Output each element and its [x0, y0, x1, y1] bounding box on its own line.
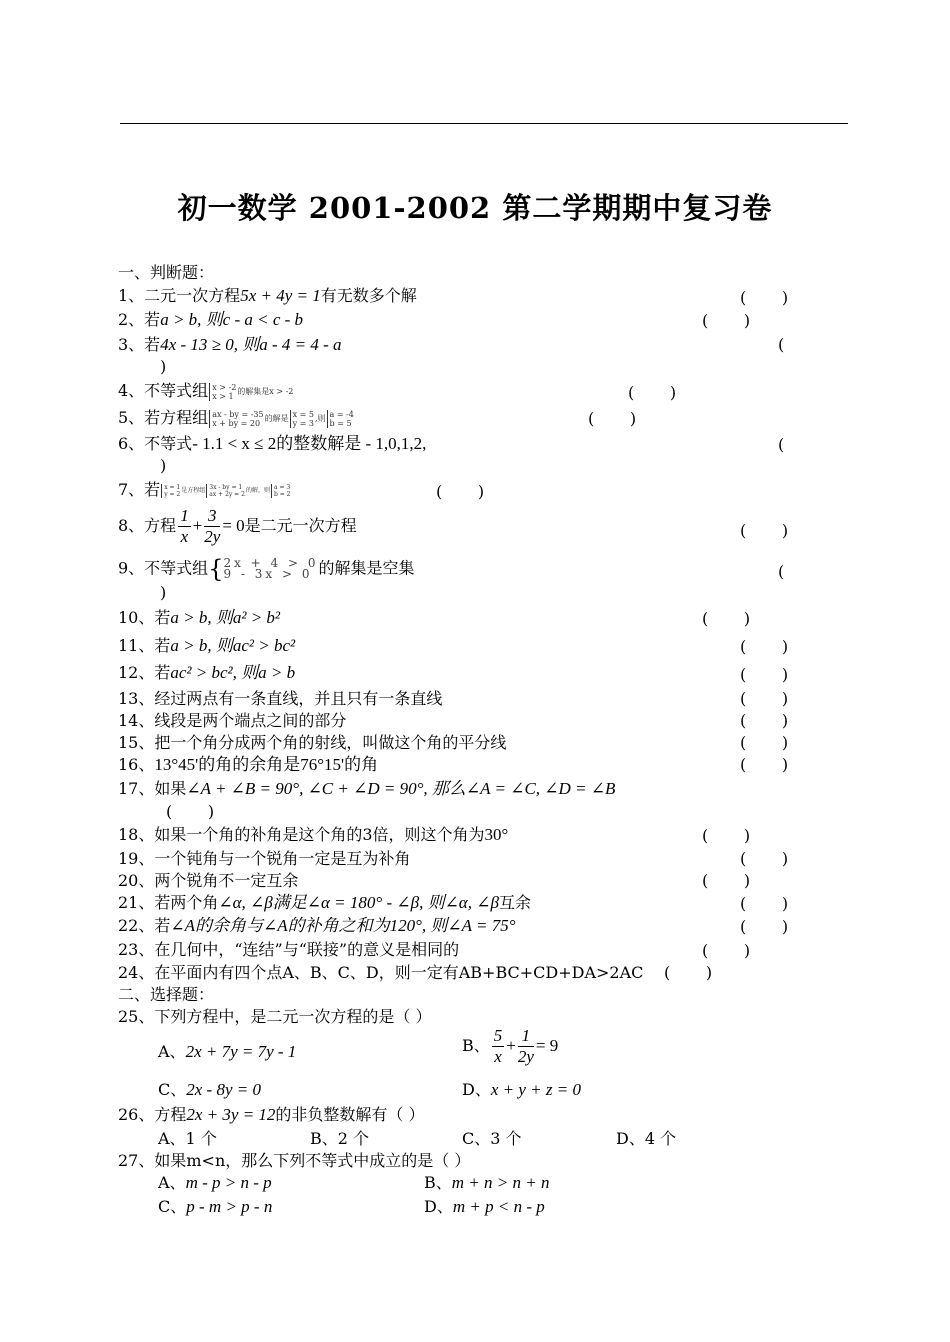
answer-paren-q6-close: ): [160, 456, 167, 475]
answer-paren-q16[interactable]: ( ): [740, 755, 789, 774]
judge-q12: 12、若ac² > bc², 则a > b: [118, 663, 296, 682]
choice-q26-option-b[interactable]: B、2 个: [310, 1129, 370, 1148]
choice-q27-option-d[interactable]: D、m + p < n - p: [424, 1197, 545, 1216]
answer-paren-q3-close: ): [160, 357, 167, 376]
choice-q27-option-c[interactable]: C、p - m > p - n: [158, 1197, 273, 1216]
judge-q3: 3、若4x - 13 ≥ 0, 则a - 4 = 4 - a: [118, 335, 342, 354]
judge-q20: 20、两个锐角不一定互余: [118, 871, 299, 890]
answer-paren-q9-open[interactable]: (: [778, 562, 785, 581]
answer-paren-q2[interactable]: ( ): [702, 311, 751, 330]
answer-paren-q4[interactable]: ( ): [628, 383, 677, 402]
answer-paren-q5[interactable]: ( ): [588, 409, 637, 428]
judge-q7: 7、若 x = 1 y = 2是方程组 3x - by = 1 ax + 2y = 2的解，则 a = 3 b = 2: [118, 480, 291, 499]
section-choice-heading: 二、选择题：: [118, 985, 215, 1004]
judge-q2: 2、若a > b, 则c - a < c - b: [118, 310, 304, 329]
answer-paren-q15[interactable]: ( ): [740, 733, 789, 752]
choice-q27-option-a[interactable]: A、m - p > n - p: [158, 1173, 272, 1192]
judge-q8: 8、方程 $\frac{1}{x}$ + $\frac{3}{2y}$ = 0是二元一次方程: [118, 506, 357, 546]
judge-q11: 11、若a > b, 则ac² > bc²: [118, 636, 296, 655]
judge-q21: 21、若两个角∠α, ∠β满足∠α = 180° - ∠β, 则∠α, ∠β互余: [118, 893, 531, 912]
judge-q15: 15、把一个角分成两个角的射线，叫做这个角的平分线: [118, 733, 507, 752]
answer-paren-q6-open[interactable]: (: [778, 435, 785, 454]
answer-paren-q12[interactable]: ( ): [740, 665, 789, 684]
judge-q22: 22、若∠A的余角与∠A的补角之和为120°, 则∠A = 75°: [118, 916, 516, 935]
choice-q25-option-b[interactable]: B、 $\frac{5}{x}$ + $\frac{1}{2y}$ = 9: [462, 1026, 559, 1066]
choice-q26-option-c[interactable]: C、3 个: [462, 1129, 522, 1148]
judge-q16: 16、13°45'的角的余角是76°15'的角: [118, 755, 379, 774]
answer-paren-q21[interactable]: ( ): [740, 894, 789, 913]
answer-paren-q8[interactable]: ( ): [740, 521, 789, 540]
choice-q26-option-a[interactable]: A、1 个: [158, 1129, 217, 1148]
answer-paren-q13[interactable]: ( ): [740, 689, 789, 708]
page-title: 初一数学 2001-2002 第二学期期中复习卷: [177, 191, 773, 225]
judge-q5: 5、若方程组 ax - by = -35 x + by = 20 的解是 x = 5 y = 3,则 a = -4 b = 5: [118, 408, 354, 428]
choice-q25-option-c[interactable]: C、2x - 8y = 0: [158, 1080, 261, 1099]
choice-q27-option-b[interactable]: B、m + n > n + n: [424, 1173, 550, 1192]
judge-q18: 18、如果一个角的补角是这个角的3倍，则这个角为30°: [118, 825, 509, 844]
choice-q25-option-a[interactable]: A、2x + 7y = 7y - 1: [158, 1042, 297, 1061]
choice-q25-option-d[interactable]: D、x + y + z = 0: [462, 1080, 581, 1099]
answer-paren-q10[interactable]: ( ): [702, 609, 751, 628]
answer-paren-q17[interactable]: ( ): [166, 802, 215, 821]
answer-paren-q23[interactable]: ( ): [702, 941, 751, 960]
judge-q9: 9、不等式组{2x + 4 > 0 9 - 3x > 0 的解集是空集: [118, 555, 415, 583]
section-judge-heading: 一、判断题：: [118, 263, 215, 282]
answer-paren-q1[interactable]: ( ): [740, 288, 789, 307]
judge-q19: 19、一个钝角与一个锐角一定是互为补角: [118, 849, 411, 868]
choice-q26-stem: 26、方程2x + 3y = 12的非负整数解有（ ）: [118, 1105, 425, 1124]
judge-q10: 10、若a > b, 则a² > b²: [118, 608, 281, 627]
judge-q6: 6、不等式- 1.1 < x ≤ 2的整数解是 - 1,0,1,2,: [118, 434, 427, 453]
judge-q23: 23、在几何中，“连结”与“联接”的意义是相同的: [118, 940, 460, 959]
judge-q14: 14、线段是两个端点之间的部分: [118, 711, 347, 730]
judge-q1: 1、二元一次方程5x + 4y = 1有无数多个解: [118, 286, 417, 305]
answer-paren-q22[interactable]: ( ): [740, 917, 789, 936]
answer-paren-q19[interactable]: ( ): [740, 849, 789, 868]
answer-paren-q24[interactable]: ( ): [664, 963, 713, 982]
answer-paren-q14[interactable]: ( ): [740, 711, 789, 730]
header-rule: [120, 123, 848, 124]
answer-paren-q20[interactable]: ( ): [702, 871, 751, 890]
choice-q27-stem: 27、如果m<n，那么下列不等式中成立的是（ ）: [118, 1151, 471, 1170]
judge-q4: 4、不等式组 x > -2 x > 1 的解集是x > -2: [118, 381, 294, 401]
q4-system: x > -2 x > 1: [209, 383, 236, 401]
answer-paren-q11[interactable]: ( ): [740, 637, 789, 656]
choice-q26-option-d[interactable]: D、4 个: [616, 1129, 677, 1148]
answer-paren-q18[interactable]: ( ): [702, 826, 751, 845]
judge-q24: 24、在平面内有四个点A、B、C、D，则一定有AB+BC+CD+DA>2AC: [118, 963, 644, 982]
answer-paren-q3-open[interactable]: (: [778, 335, 785, 354]
choice-q25-stem: 25、下列方程中，是二元一次方程的是（ ）: [118, 1007, 432, 1026]
judge-q13: 13、经过两点有一条直线，并且只有一条直线: [118, 689, 443, 708]
answer-paren-q7[interactable]: ( ): [436, 482, 485, 501]
judge-q17: 17、如果∠A + ∠B = 90°, ∠C + ∠D = 90°, 那么∠A = ∠C, ∠D = ∠B: [118, 779, 616, 798]
answer-paren-q9-close: ): [160, 583, 167, 602]
